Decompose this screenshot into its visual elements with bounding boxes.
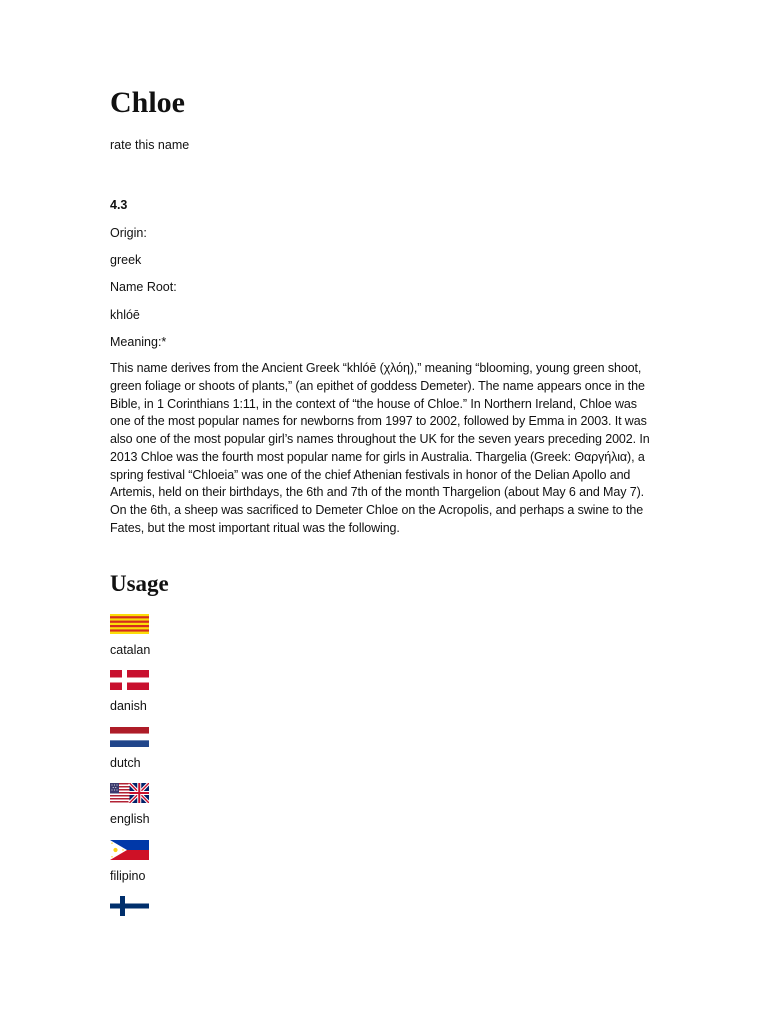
rating-value: 4.3 [110,198,128,212]
usage-label: dutch [110,756,141,770]
name-root-value: khlóē [110,308,140,322]
denmark-flag-icon[interactable] [110,670,149,690]
page-title: Chloe [110,86,185,119]
usage-label: filipino [110,869,146,883]
rate-name-link[interactable]: rate this name [110,138,190,152]
finland-flag-icon[interactable] [110,896,149,916]
usage-item-dutch [110,727,230,770]
meaning-label: Meaning:* [110,335,167,349]
usage-item-danish [110,670,230,713]
meaning-description: This name derives from the Ancient Greek “khlóē (χλόη),” meaning “blooming, young green shoot, green foliage or shoots of plants,” (an epithet of goddess Demeter). The name appears once in the Bible, in 1 Corinthians 1:11, in the context of “the house of Chloe.” In Northern Ireland, Chloe was one of the most popular names for newborns from 1997 to 2002, followed by Emma in 2003. It was also one of the most popular girl’s names throughout the UK for the seven years preceding 2002. In 2013 Chloe was the fourth most popular name for girls in Australia. Thargelia (Greek: Θαργήλια), a spring festival “Chloeia” was one of the chief Athenian festivals in honor of the Delian Apollo and Artemis, held on their birthdays, the 6th and 7th of the month Thargelion (about May 6 and May 7). On the 6th, a sheep was sacrificed to Demeter Chloe on the Acropolis, and perhaps a swine to the Fates, but the most important ritual was the following. [110,361,650,535]
usa-uk-flag-icon[interactable] [110,783,149,803]
name-root-label: Name Root: [110,280,177,294]
usage-item-english [110,783,230,826]
netherlands-flag-icon[interactable] [110,727,149,747]
usage-item-filipino [110,840,230,883]
usage-label: english [110,812,150,826]
origin-label: Origin: [110,226,147,240]
philippines-flag-icon[interactable] [110,840,149,860]
usage-item-catalan [110,614,230,657]
usage-item-finnish [110,896,230,916]
usage-label: catalan [110,643,151,657]
catalonia-flag-icon[interactable] [110,614,149,634]
usage-section-title: Usage [110,571,169,596]
usage-label: danish [110,699,147,713]
origin-value: greek [110,253,142,267]
